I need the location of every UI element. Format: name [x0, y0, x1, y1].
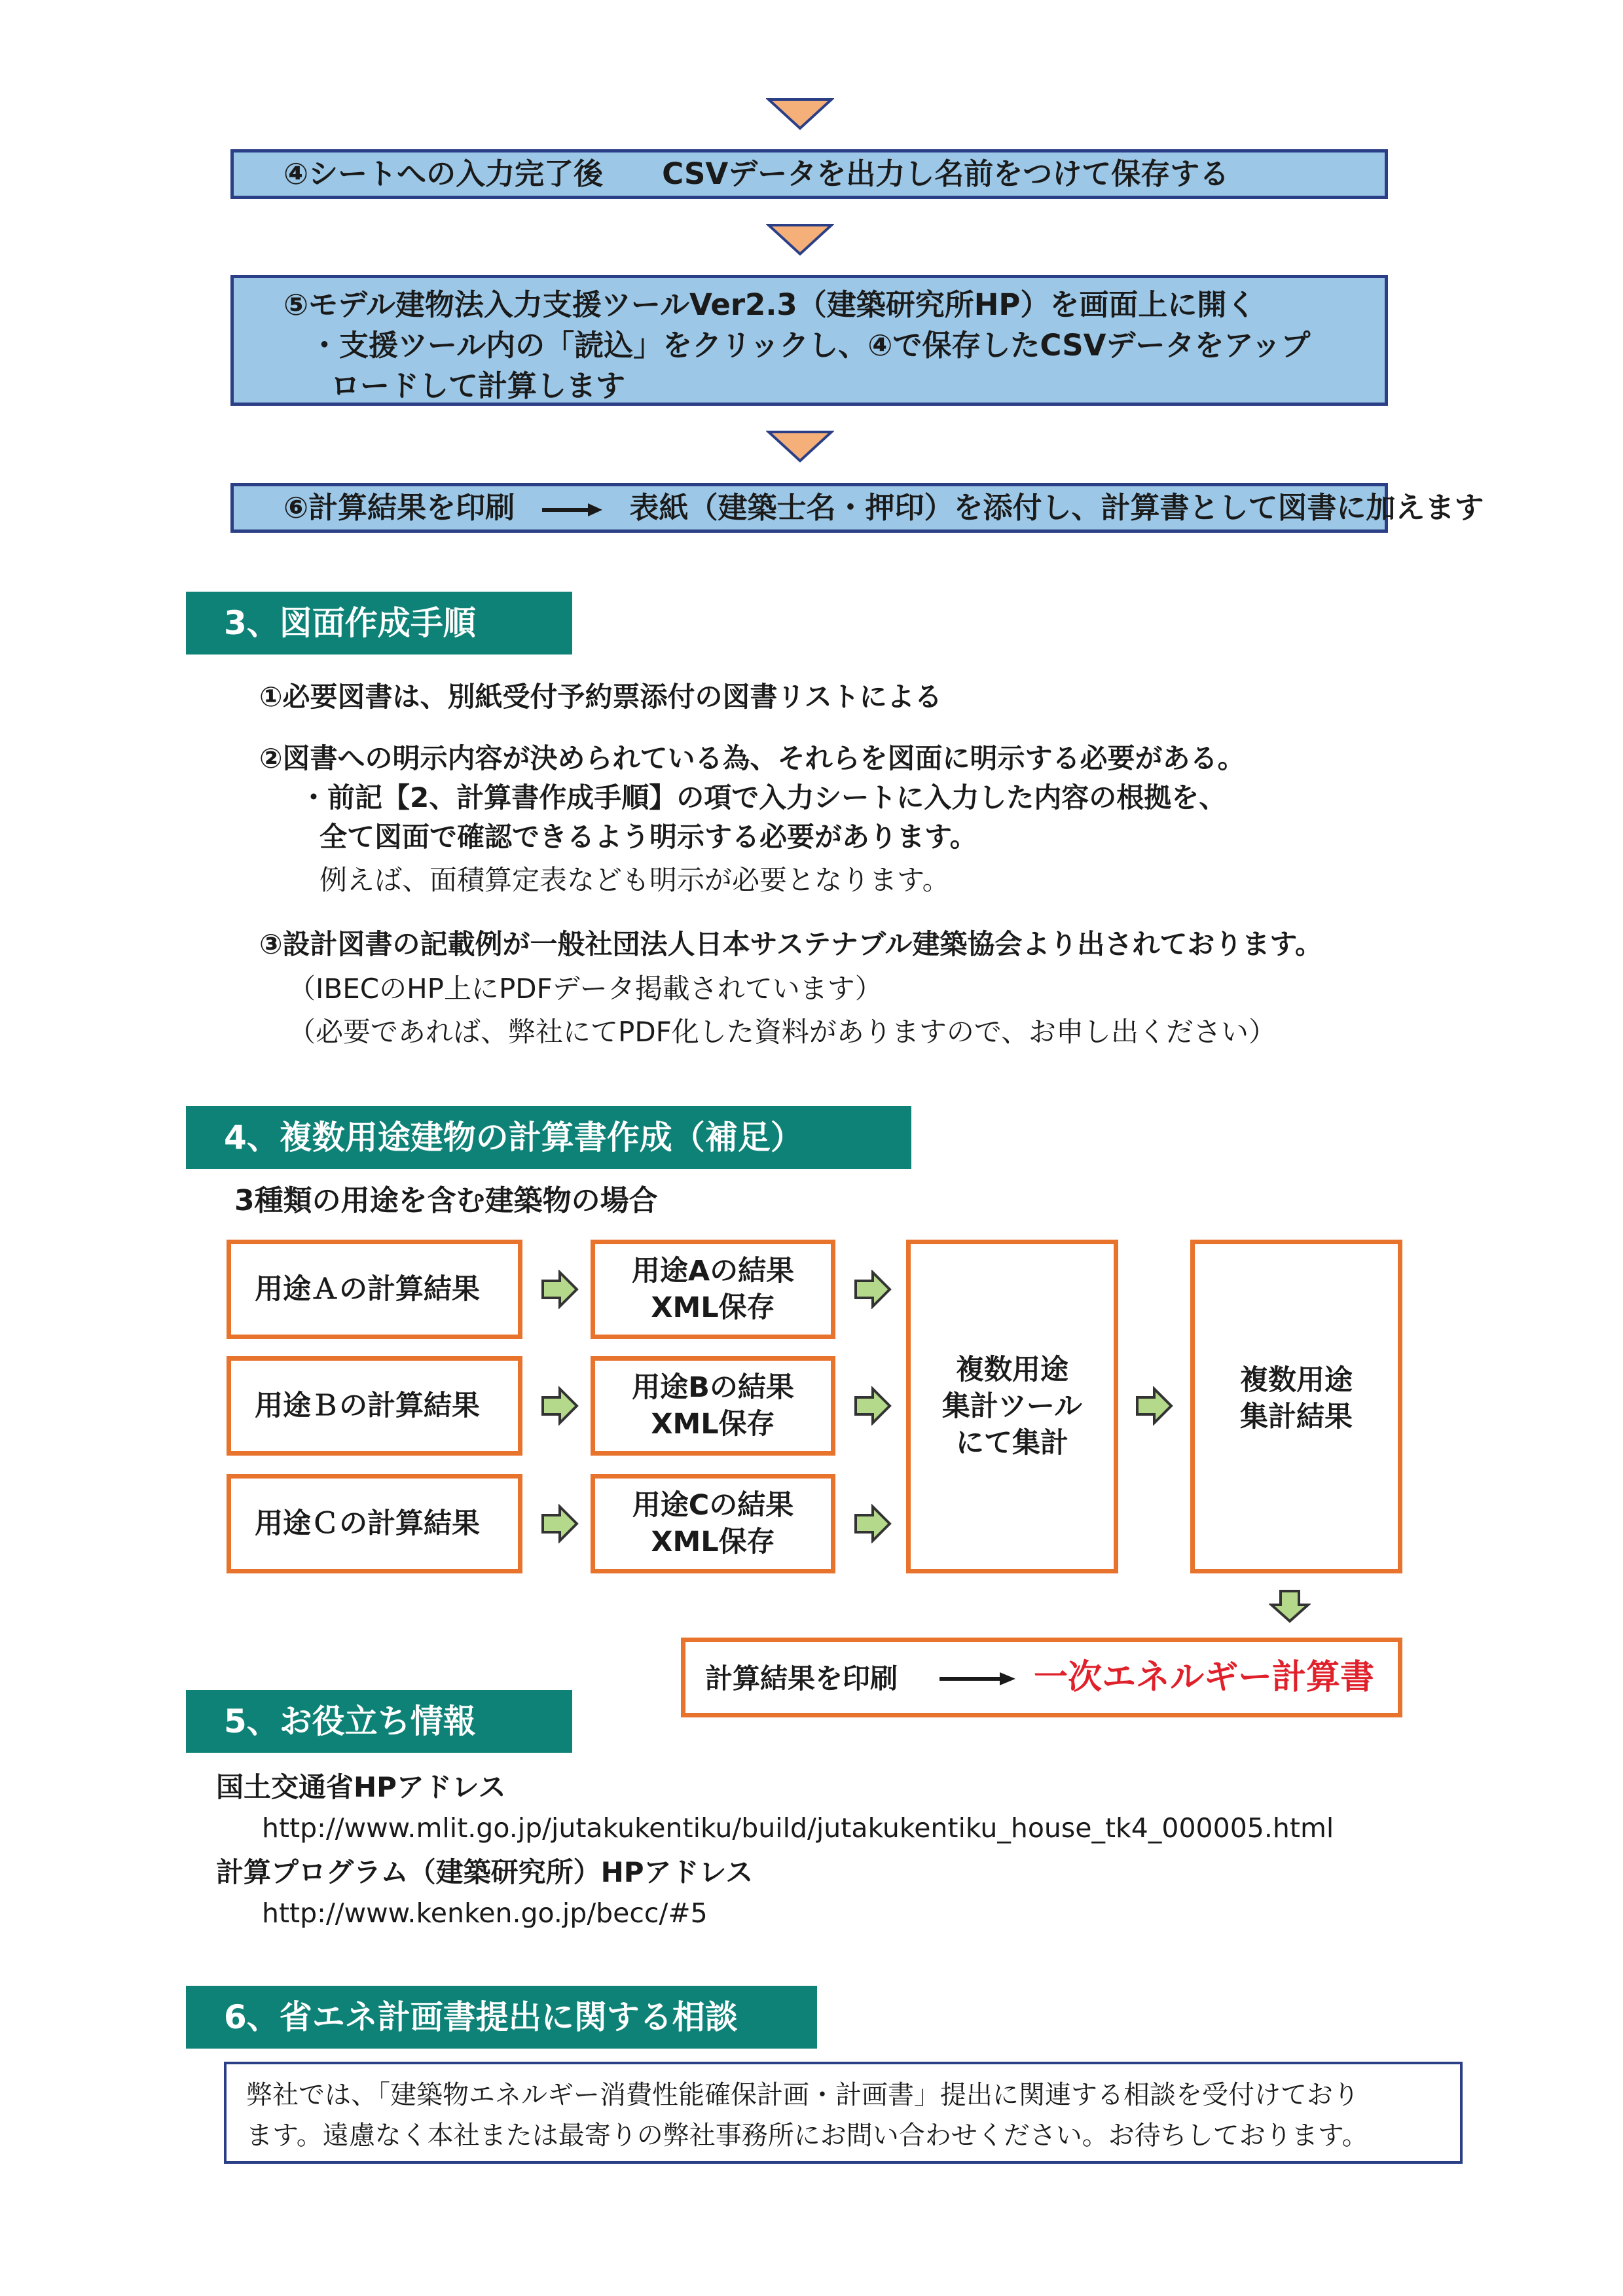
right-arrow-icon — [939, 1671, 1015, 1687]
consultation-line-1: 弊社では、「建築物エネルギー消費性能確保計画・計画書」提出に関連する相談を受付けており — [246, 2080, 1359, 2110]
green-right-arrow-icon — [1135, 1386, 1173, 1426]
mlit-label: 国土交通省HPアドレス — [216, 1771, 506, 1803]
right-arrow-icon — [542, 502, 602, 518]
down-arrow-icon — [766, 97, 834, 131]
aggregate-result-box — [1190, 1240, 1402, 1573]
step-5-box — [230, 275, 1388, 406]
green-down-arrow-icon — [1269, 1589, 1311, 1623]
down-arrow-icon — [766, 223, 834, 257]
section-3-item-3: ③設計図書の記載例が一般社団法人日本サステナブル建築協会より出されております。 — [259, 928, 1323, 960]
step-4-text: ④シートへの入力完了後 CSVデータを出力し名前をつけて保存する — [283, 156, 1230, 191]
calc-result-a-label: 用途Ａの計算結果 — [255, 1273, 480, 1306]
print-result-label: 計算結果を印刷 — [705, 1662, 898, 1695]
calc-result-c-box — [227, 1474, 522, 1573]
step-6-left-text: ⑥計算結果を印刷 — [283, 490, 515, 525]
section-3-item-2-sub-2: 全て図面で確認できるよう明示する必要があります。 — [319, 821, 977, 853]
section-3-item-2-note: 例えば、面積算定表なども明示が必要となります。 — [319, 864, 950, 896]
section-3-item-2-sub-1: ・前記【2、計算書作成手順】の項で入力シートに入力した内容の根拠を、 — [300, 781, 1227, 814]
calc-result-b-box — [227, 1356, 522, 1456]
section-3-header: 3、図面作成手順 — [186, 592, 572, 655]
green-right-arrow-icon — [541, 1386, 579, 1426]
calc-result-b-label: 用途Ｂの計算結果 — [255, 1390, 480, 1422]
aggregate-result-label: 複数用途 集計結果 — [1240, 1364, 1353, 1433]
section-3-item-2: ②図書への明示内容が決められている為、それらを図面に明示する必要がある。 — [259, 742, 1245, 774]
step-5-line-1: ⑤モデル建物法入力支援ツールVer2.3（建築研究所HP）を画面上に開く — [283, 287, 1256, 322]
down-arrow-icon — [766, 429, 834, 463]
consultation-box — [224, 2062, 1463, 2164]
consultation-line-2: ます。遠慮なく本社または最寄りの弊社事務所にお問い合わせください。お待ちしております。 — [246, 2121, 1368, 2151]
xml-save-c-box — [591, 1474, 835, 1573]
xml-save-a-box — [591, 1240, 835, 1339]
kenken-url-link[interactable]: http://www.kenken.go.jp/becc/#5 — [262, 1897, 708, 1929]
green-right-arrow-icon — [541, 1504, 579, 1543]
xml-save-a-label: 用途Aの結果 XML保存 — [631, 1255, 795, 1324]
step-5-line-2: ・支援ツール内の「読込」をクリックし、④で保存したCSVデータをアップ — [310, 328, 1311, 363]
section-5-header: 5、お役立ち情報 — [186, 1690, 572, 1753]
step-4-box — [230, 149, 1388, 199]
xml-save-b-label: 用途Bの結果 XML保存 — [632, 1371, 794, 1441]
aggregate-tool-box — [906, 1240, 1118, 1573]
xml-save-b-box — [591, 1356, 835, 1456]
green-right-arrow-icon — [854, 1504, 892, 1543]
calc-result-c-label: 用途Ｃの計算結果 — [255, 1507, 480, 1540]
section-4-subtitle: 3種類の用途を含む建築物の場合 — [234, 1184, 658, 1217]
section-6-header: 6、省エネ計画書提出に関する相談 — [186, 1986, 817, 2049]
step-6-right-text: 表紙（建築士名・押印）を添付し、計算書として図書に加えます — [629, 490, 1484, 525]
section-3-item-3-note-2: （必要であれば、弊社にてPDF化した資料がありますので、お申し出ください） — [288, 1016, 1276, 1048]
section-3-item-3-note-1: （IBECのHP上にPDFデータ掲載されています） — [288, 973, 883, 1005]
print-result-output: 一次エネルギー計算書 — [1034, 1658, 1375, 1697]
xml-save-c-label: 用途Cの結果 XML保存 — [632, 1489, 794, 1558]
step-6-box — [230, 483, 1484, 533]
green-right-arrow-icon — [854, 1386, 892, 1426]
section-3-item-1: ①必要図書は、別紙受付予約票添付の図書リストによる — [259, 681, 942, 713]
print-result-box — [681, 1638, 1402, 1717]
calc-result-a-box — [227, 1240, 522, 1339]
step-5-line-3: ロードして計算します — [331, 368, 626, 403]
green-right-arrow-icon — [541, 1270, 579, 1309]
aggregate-tool-label: 複数用途 集計ツール にて集計 — [941, 1354, 1083, 1460]
mlit-url-link[interactable]: http://www.mlit.go.jp/jutakukentiku/build/jutakukentiku_house_tk4_000005.html — [262, 1812, 1334, 1844]
green-right-arrow-icon — [854, 1270, 892, 1309]
section-4-header: 4、複数用途建物の計算書作成（補足） — [186, 1106, 911, 1169]
kenken-label: 計算プログラム（建築研究所）HPアドレス — [216, 1856, 754, 1888]
